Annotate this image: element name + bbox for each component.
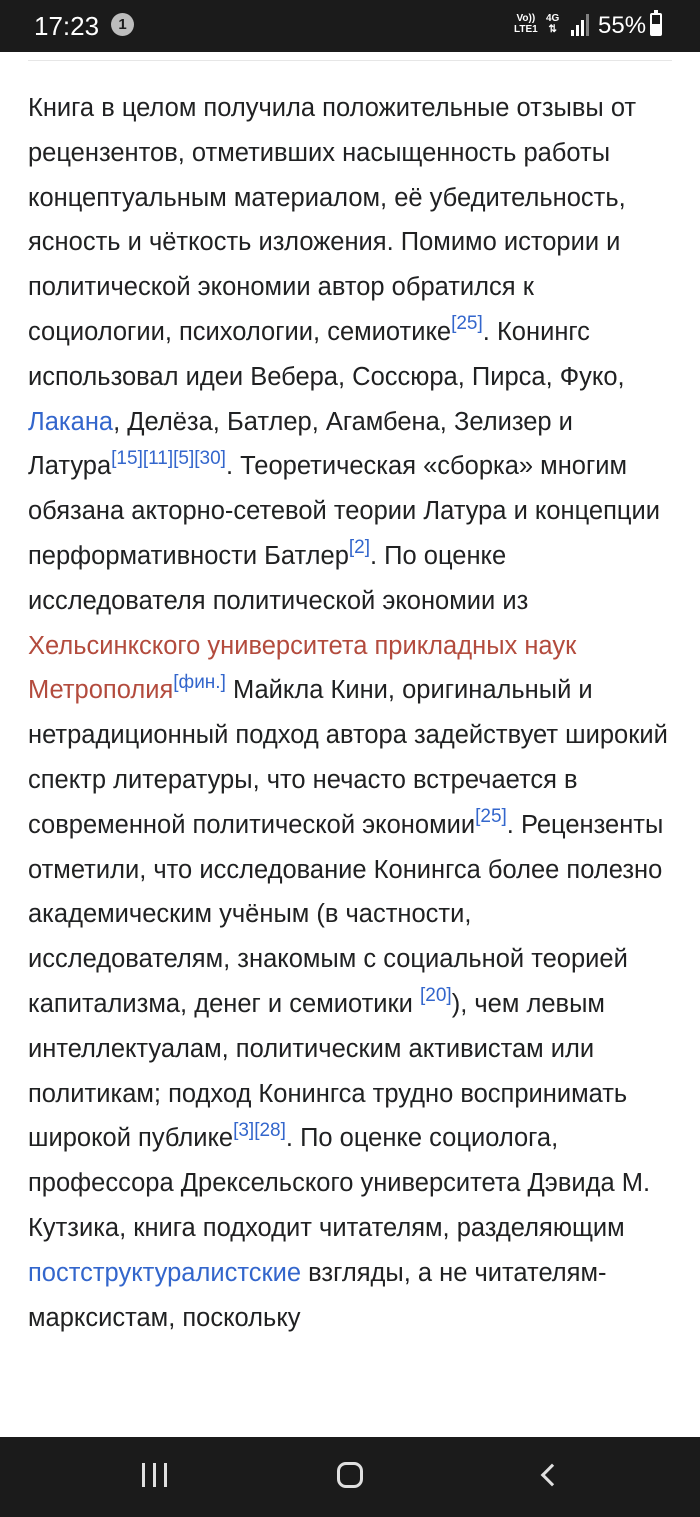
back-icon[interactable]: [539, 1463, 555, 1487]
reference-superscript: [420, 985, 452, 1006]
reference-link[interactable]: [3]: [233, 1119, 255, 1141]
reference-superscript: [143, 448, 173, 469]
article-text: Майкла Кини, оригинальный и нетрадиционный подход автора задействует широкий спектр литературы, что нечасто встречается в современной политической экономии: [28, 676, 668, 839]
article-text: . Рецензенты отметили, что исследование Конингса более полезно академическим учёным (в частности, исследователям, знакомым с социальной теорией капитализма, денег и семиотики: [28, 810, 664, 1018]
reference-superscript: [451, 313, 483, 334]
data-4g-icon: [546, 13, 559, 35]
reference-superscript: [194, 448, 226, 469]
reference-superscript: [254, 1120, 286, 1141]
article-text: , Делёза, Батлер, Агамбена, Зелизер и Латура: [28, 407, 573, 481]
clock: 17:23: [34, 11, 100, 41]
reference-link[interactable]: [15]: [111, 447, 143, 469]
article-text: . По оценке исследователя политической экономии из: [28, 541, 529, 615]
network-generation-label: 4G: [546, 13, 560, 24]
signal-strength-icon: [571, 14, 591, 36]
reference-link[interactable]: [25]: [451, 313, 483, 335]
reference-superscript: [233, 1120, 254, 1141]
article-text: . По оценке социолога, профессора Дрексельского университета Дэвида М. Кутзика, книга подходит читателям, разделяющим: [28, 1124, 651, 1242]
article-text: Книга в целом получила положительные отзывы от рецензентов, отметивших насыщенность работы концептуальным материалом, её убедительность, ясность и чёткость изложения. Помимо истории и политической экономии автор обратился к социологии, психологии, семиотике: [28, 94, 637, 346]
article-text: ), чем левым интеллектуалам, политическим активистам или политикам; подход Конингса трудно воспринимать широкой публике: [28, 989, 628, 1153]
lte-label: LTE1: [514, 24, 538, 35]
battery-percent: 55%: [598, 12, 647, 39]
battery-icon: [650, 13, 662, 36]
section-divider: [28, 60, 672, 61]
recent-apps-icon[interactable]: [142, 1463, 170, 1487]
reference-link[interactable]: [2]: [348, 537, 371, 559]
reference-superscript: [173, 672, 226, 693]
reference-link[interactable]: [28]: [254, 1119, 286, 1141]
data-arrows-icon: ⇅: [548, 24, 557, 35]
reference-link[interactable]: [30]: [194, 447, 226, 469]
home-icon[interactable]: [337, 1462, 363, 1488]
notification-count-badge: 1: [111, 13, 134, 36]
reference-link[interactable]: [11]: [142, 447, 174, 469]
navigation-bar: [0, 1437, 700, 1517]
reference-superscript: [111, 448, 143, 469]
reference-link[interactable]: [25]: [475, 806, 507, 828]
article-text: . Конингс использовал идеи Вебера, Соссюра, Пирса, Фуко,: [28, 317, 625, 391]
article-link-missing-page[interactable]: Хельсинкского университета прикладных наук Метрополия: [28, 631, 577, 705]
article-text: взгляды, а не читателям-марксистам, поскольку: [28, 1258, 607, 1332]
reference-superscript: [173, 448, 194, 469]
volte-icon: [514, 13, 538, 35]
article-content: [28, 72, 678, 1427]
reference-link[interactable]: [фин.]: [173, 671, 226, 693]
article-link[interactable]: Лакана: [28, 407, 114, 436]
battery-level-fill: [652, 24, 660, 34]
status-bar: [0, 0, 700, 52]
reference-superscript: [475, 806, 507, 827]
reference-superscript: [349, 537, 370, 558]
article-text: . Теоретическая «сборка» многим обязана акторно-сетевой теории Латура и концепции перформативности Батлер: [28, 452, 661, 570]
article-link[interactable]: постструктуралистские: [28, 1258, 302, 1287]
reference-link[interactable]: [5]: [173, 447, 195, 469]
reference-link[interactable]: [20]: [420, 985, 452, 1007]
volte-label: Vo)): [516, 13, 536, 24]
article-paragraph: [28, 86, 678, 1340]
